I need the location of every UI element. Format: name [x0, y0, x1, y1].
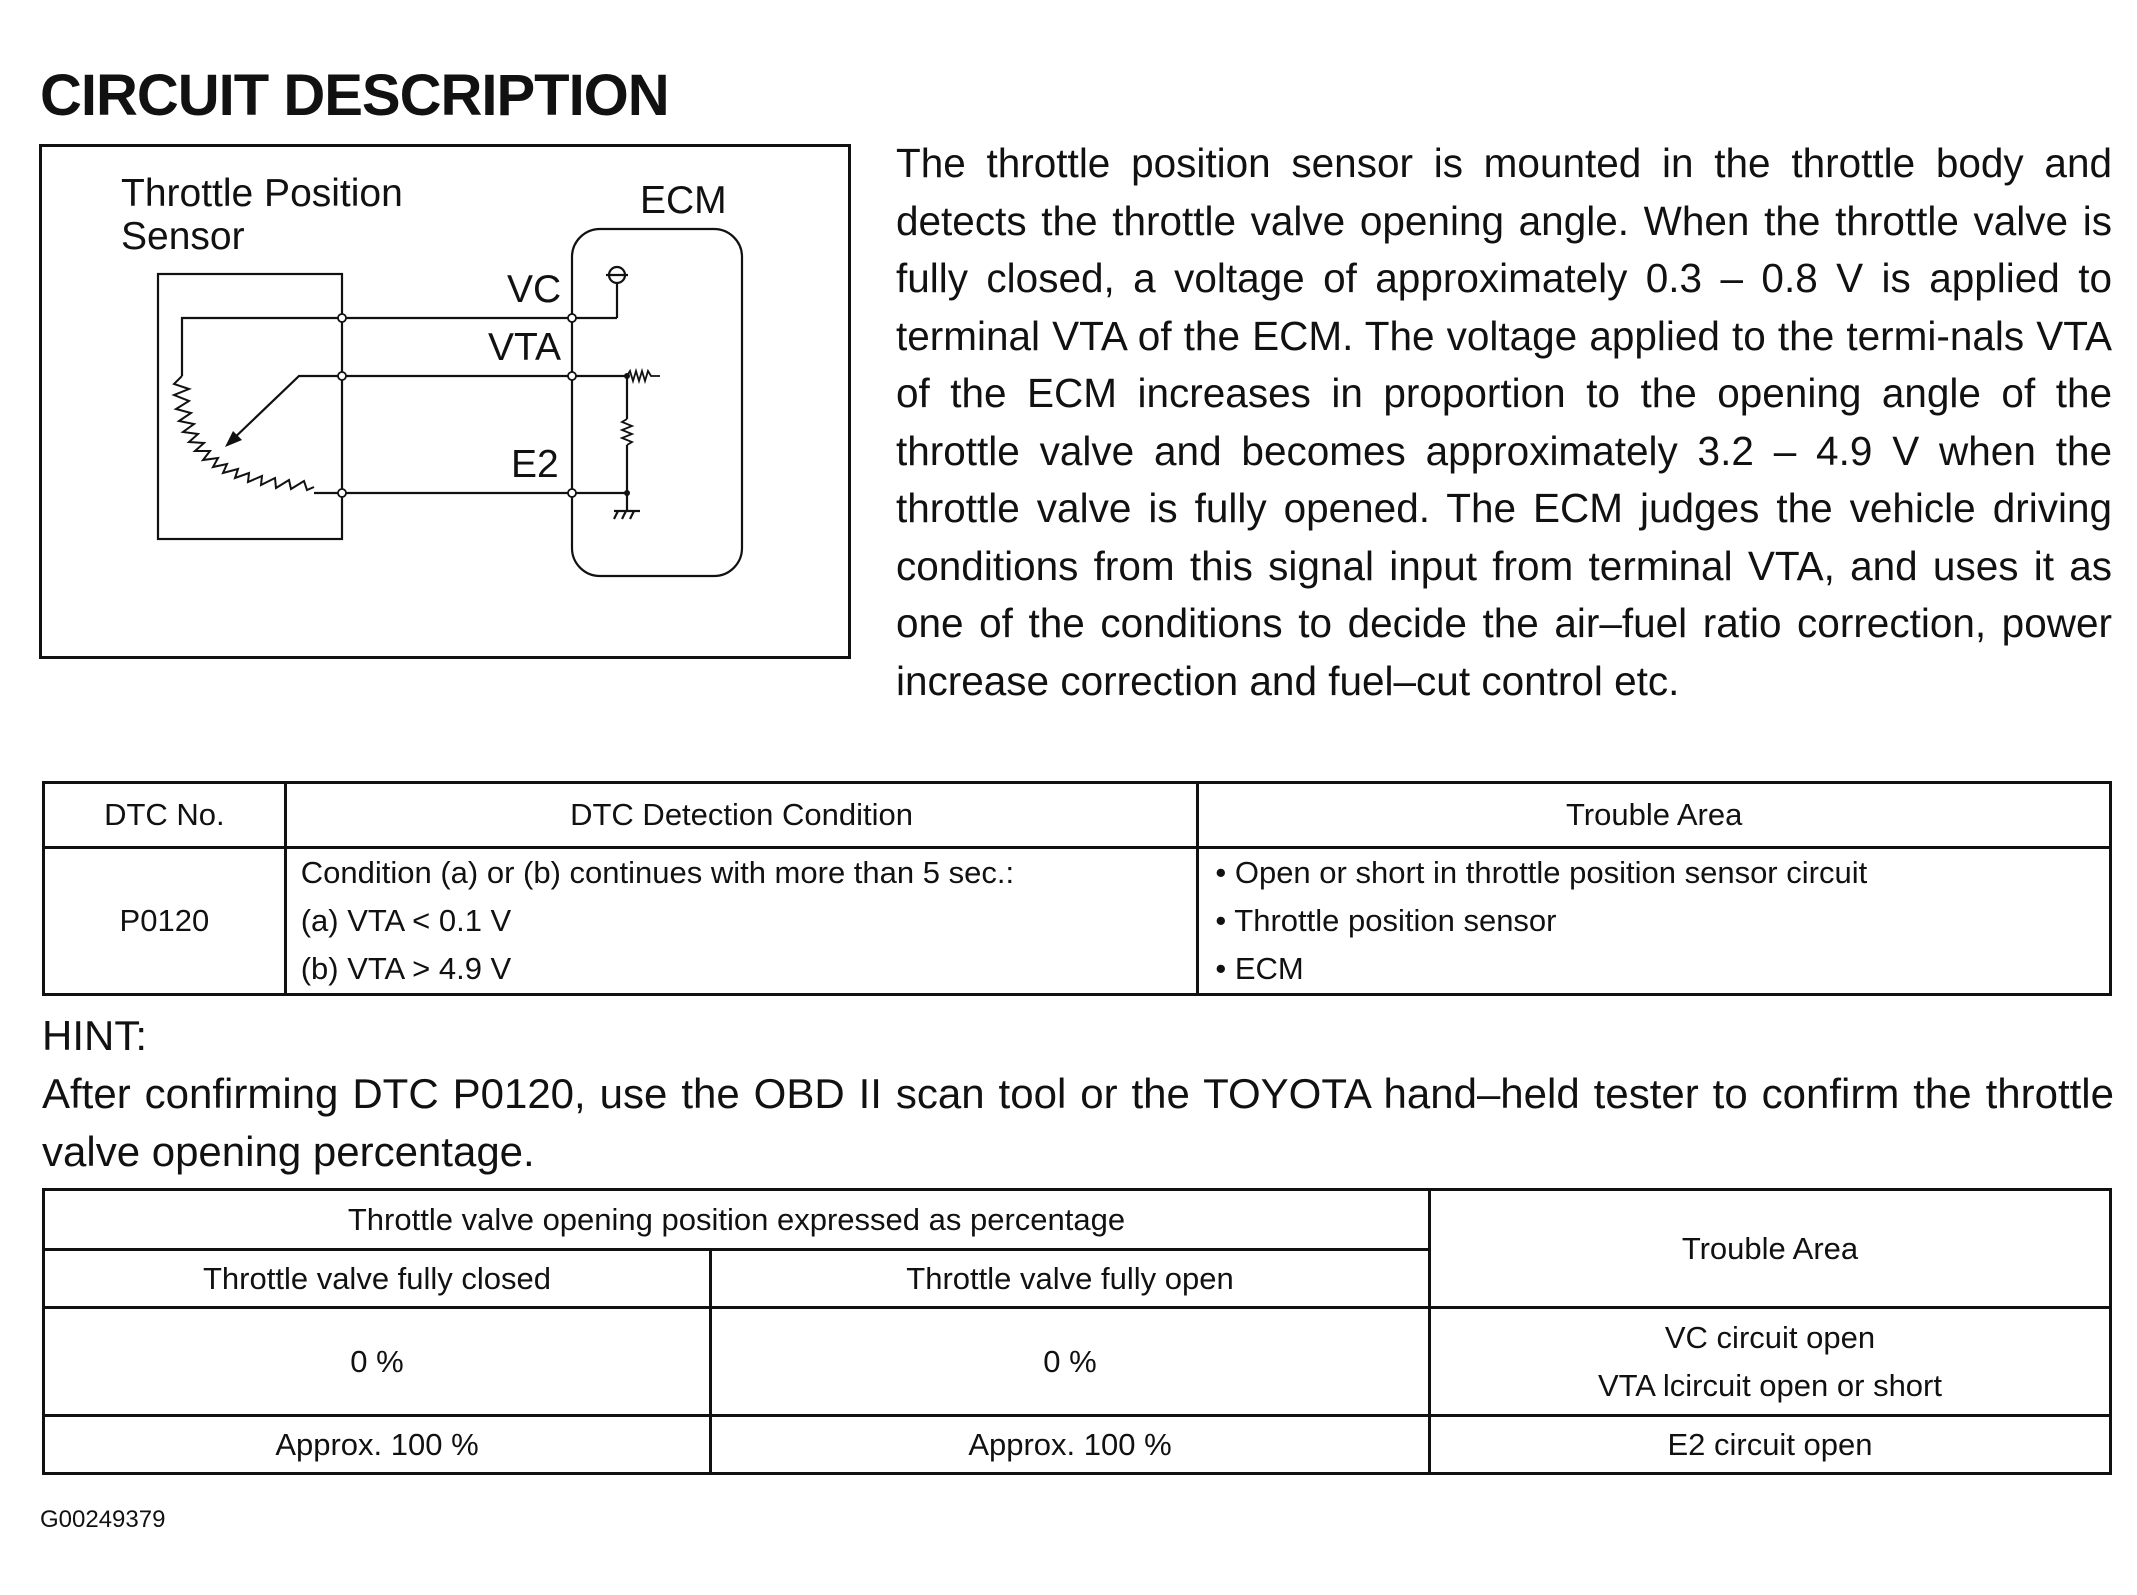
vta-terminal-label: VTA: [488, 326, 561, 369]
ecm-box: [572, 229, 742, 576]
pct-group-header: Throttle valve opening position expressed as percentage: [44, 1190, 1430, 1250]
dtc-header-row: [44, 783, 2111, 848]
sensor-label-line2: Sensor: [121, 215, 245, 258]
pct-area-line: VTA lcircuit open or short: [1597, 1367, 1942, 1403]
percentage-table: [42, 1188, 2112, 1475]
pct-header-area: Trouble Area: [1429, 1190, 2110, 1308]
pct-closed-value: Approx. 100 %: [44, 1416, 711, 1474]
dtc-condition-line: (b) VTA > 4.9 V: [300, 951, 512, 986]
pct-area-line: VC circuit open: [1664, 1319, 1876, 1355]
dtc-table: [42, 781, 2112, 996]
dtc-condition-line: (a) VTA < 0.1 V: [300, 903, 512, 938]
dtc-area-item: • ECM: [1215, 951, 1304, 986]
wiper-arm: [229, 376, 342, 443]
resistor-track: [174, 376, 314, 490]
circuit-diagram: [39, 144, 851, 659]
dtc-code: P0120: [44, 848, 286, 995]
sensor-box: [158, 274, 342, 539]
table-row: [44, 1416, 2111, 1474]
pct-header-closed: Throttle valve fully closed: [44, 1250, 711, 1308]
dtc-condition-line: Condition (a) or (b) continues with more than 5 sec.:: [300, 855, 1015, 890]
e2-terminal-label: E2: [511, 443, 559, 486]
table-row: [44, 1308, 2111, 1416]
dtc-area-item: • Open or short in throttle position sensor circuit: [1215, 855, 1868, 890]
vc-terminal-label: VC: [507, 268, 562, 311]
pct-closed-value: 0 %: [44, 1308, 711, 1416]
pct-open-value: Approx. 100 %: [711, 1416, 1430, 1474]
hint-label: HINT:: [42, 1012, 147, 1059]
dtc-trouble-areas: [1198, 848, 2111, 995]
dtc-header-no: DTC No.: [44, 783, 286, 848]
hint-text: After confirming DTC P0120, use the OBD II scan tool or the TOYOTA hand–held tester to confirm the throttle valve opening percentage.: [42, 1070, 2114, 1175]
vc-inner-wire: [182, 318, 342, 376]
pct-header-open: Throttle valve fully open: [711, 1250, 1430, 1308]
pct-open-value: 0 %: [711, 1308, 1430, 1416]
pct-header-row: [44, 1190, 2111, 1250]
figure-id: G00249379: [40, 1506, 166, 1533]
dtc-row: [44, 848, 2111, 995]
pct-trouble-area: [1429, 1308, 2110, 1416]
dtc-header-area: Trouble Area: [1198, 783, 2111, 848]
dtc-area-item: • Throttle position sensor: [1215, 903, 1557, 938]
sensor-label-line1: Throttle Position: [121, 172, 403, 215]
circuit-description-text: The throttle position sensor is mounted in the throttle body and detects the throttle valve opening angle. When the throttle valve is fully closed, a voltage of approximately 0.3 – 0.8 V is applied to terminal VTA of the ECM. The voltage applied to the termi-nals VTA of the ECM increases in proportion to the opening angle of the throttle valve and becomes approximately 3.2 – 4.9 V when the throttle valve is fully opened. The ECM judges the vehicle driving conditions from this signal input from terminal VTA, and uses it as one of the conditions to decide the air–fuel ratio correction, power increase correction and fuel–cut control etc.: [896, 140, 2112, 704]
dtc-header-condition: DTC Detection Condition: [285, 783, 1198, 848]
pct-trouble-area: E2 circuit open: [1429, 1416, 2110, 1474]
page-title: CIRCUIT DESCRIPTION: [40, 63, 669, 128]
ecm-label: ECM: [640, 179, 727, 222]
dtc-conditions: [285, 848, 1198, 995]
